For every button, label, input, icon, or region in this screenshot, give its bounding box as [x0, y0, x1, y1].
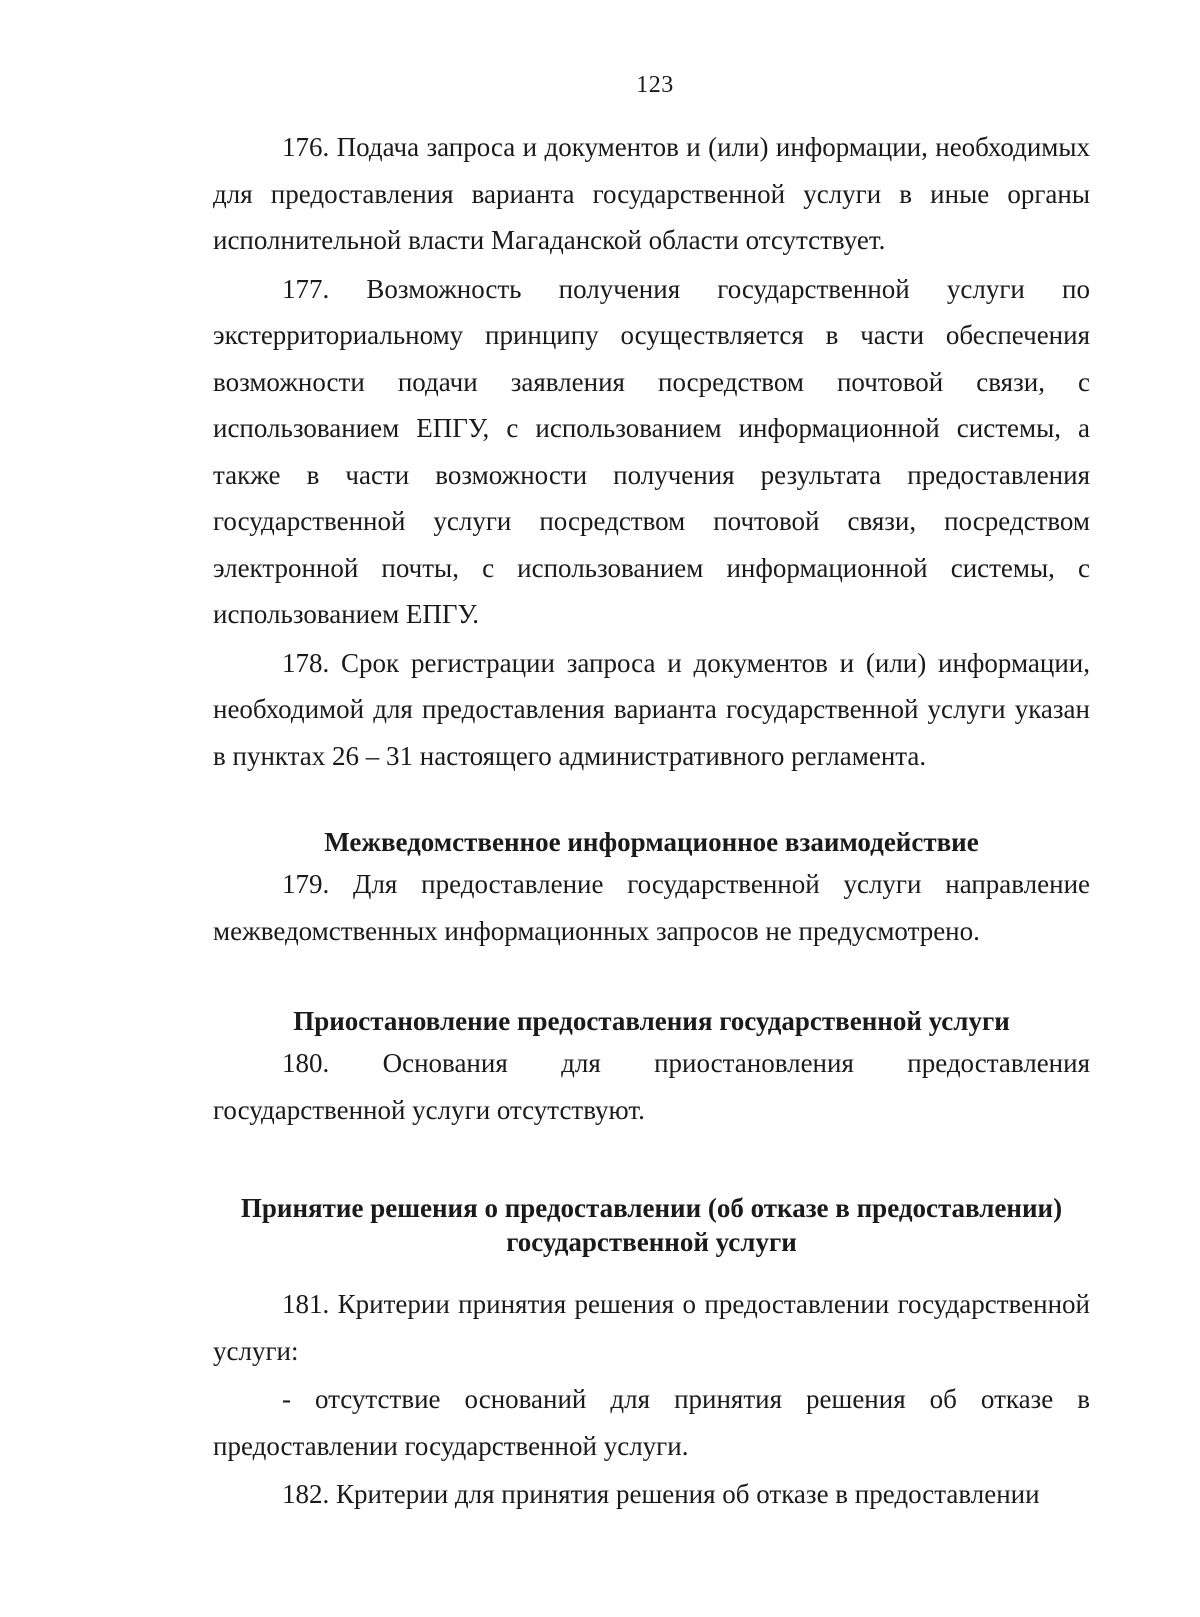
paragraph-178: 178. Срок регистрации запроса и документов и (или) информации, необходимой для предоставления варианта государственной услуги указан в пунктах 26 – 31 настоящего административного регламента.: [213, 647, 1090, 771]
paragraph-176: 176. Подача запроса и документов и (или) информации, необходимых для предоставления варианта государственной услуги в иные органы исполнительной власти Магаданской области отсутствует.: [213, 132, 1090, 255]
section-heading-interagency: Межведомственное информационное взаимодействие: [324, 827, 979, 857]
section-heading-suspension: Приостановление предоставления государственной услуги: [293, 1006, 1010, 1036]
section-heading-decision-line-2: государственной услуги: [506, 1227, 797, 1257]
document-body: [213, 124, 1090, 1518]
page-number: 123: [636, 72, 674, 98]
paragraph-181-item: - отсутствие оснований для принятия решения об отказе в предоставлении государственной услуги.: [213, 1384, 1090, 1461]
paragraph-182: 182. Критерии для принятия решения об отказе в предоставлении: [282, 1479, 1040, 1509]
paragraph-180: 180. Основания для приостановления предоставления государственной услуги отсутствуют.: [213, 1048, 1090, 1125]
section-heading-decision: [213, 1191, 1090, 1259]
paragraph-181: 181. Критерии принятия решения о предоставлении государственной услуги:: [213, 1289, 1090, 1366]
paragraph-177: 177. Возможность получения государственной услуги по экстерриториальному принципу осуществляется в части обеспечения возможности подачи заявления посредством почтовой связи, с использованием ЕПГУ, с использованием информационной системы, а также в части возможности получения результата предоставления государственной услуги посредством почтовой связи, посредством электронной почты, с использованием информационной системы, с использованием ЕПГУ.: [213, 273, 1090, 629]
paragraph-179: 179. Для предоставление государственной услуги направление межведомственных информационных запросов не предусмотрено.: [213, 869, 1090, 946]
section-heading-decision-line-1: Принятие решения о предоставлении (об отказе в предоставлении): [240, 1193, 1063, 1223]
